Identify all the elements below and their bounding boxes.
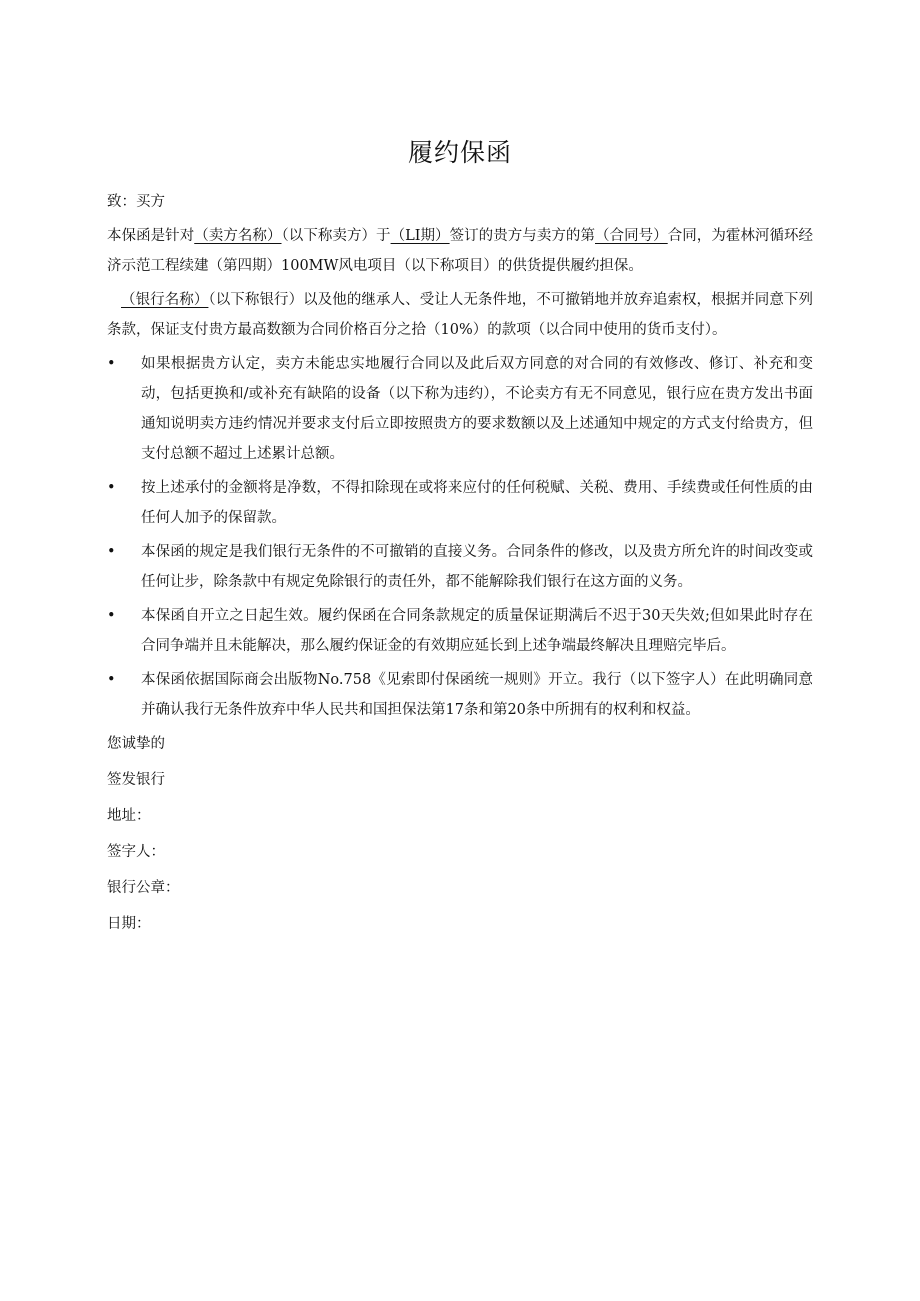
- clause-item: [107, 537, 813, 597]
- clause-text: 按上述承付的金额将是净数，不得扣除现在或将来应付的任何税赋、关税、费用、手续费或任何性质的由任何人加予的保留款。: [141, 480, 813, 526]
- bullet-marker: •: [107, 480, 116, 496]
- bullet-marker: •: [107, 672, 116, 688]
- clause-item: [107, 349, 813, 469]
- date-blank: （LI期）: [390, 228, 450, 244]
- document-title: 履约保函: [407, 138, 512, 167]
- intro-paragraph: [107, 221, 813, 281]
- signatory-label: 签字人：: [107, 844, 165, 860]
- seller-name-blank: （卖方名称）: [194, 228, 282, 244]
- intro-text-3: 签订的贵方与卖方的第: [449, 228, 595, 244]
- clause-item: [107, 601, 813, 661]
- clause-item: [107, 473, 813, 533]
- guarantee-paragraph: [107, 285, 813, 345]
- contract-number-blank: （合同号）: [595, 228, 668, 244]
- intro-text-1: 本保函是针对: [107, 228, 195, 244]
- clause-text: 本保函的规定是我们银行无条件的不可撤销的直接义务。合同条件的修改，以及贵方所允许的时间改变或任何让步，除条款中有规定免除银行的责任外，都不能解除我们银行在这方面的义务。: [141, 544, 813, 590]
- bullet-marker: •: [107, 356, 116, 372]
- closing-sincerely: 您诚挚的: [107, 736, 165, 752]
- address-label: 地址：: [107, 808, 151, 824]
- clause-text: 本保函依据国际商会出版物No.758《见索即付保函统一规则》开立。我行（以下签字人）在此明确同意并确认我行无条件放弃中华人民共和国担保法第17条和第20条中所拥有的权利和权益。: [141, 672, 813, 718]
- bank-seal-label: 银行公章：: [107, 880, 180, 896]
- bank-name-blank: （银行名称）: [121, 292, 209, 308]
- intro-text-2: （以下称卖方）于: [281, 228, 391, 244]
- clause-item: [107, 665, 813, 725]
- date-label: 日期：: [107, 916, 151, 932]
- document-body: [107, 187, 813, 945]
- bullet-marker: •: [107, 544, 116, 560]
- issuing-bank-label: 签发银行: [107, 772, 165, 788]
- clause-text: 本保函自开立之日起生效。履约保函在合同条款规定的质量保证期满后不迟于30天失效;但如果此时存在合同争端并且未能解决，那么履约保证金的有效期应延长到上述争端最终解决且理赔完毕后。: [141, 608, 813, 654]
- intro-text-4: 合同，为霍林河循环经济示范工程续建（第四期）100MW风电项目（以下称项目）的供货提供履约担保。: [107, 228, 814, 274]
- addressee-line: 致：买方: [107, 194, 165, 210]
- guarantee-text: （以下称银行）以及他的继承人、受让人无条件地，不可撤销地并放弃追索权，根据并同意下列条款，保证支付贵方最高数额为合同价格百分之拾（10%）的款项（以合同中使用的货币支付）。: [107, 292, 814, 338]
- clause-text: 如果根据贵方认定，卖方未能忠实地履行合同以及此后双方同意的对合同的有效修改、修订、补充和变动，包括更换和/或补充有缺陷的设备（以下称为违约），不论卖方有无不同意见，银行应在贵方发出书面通知说明卖方违约情况并要求支付后立即按照贵方的要求数额以及上述通知中规定的方式支付给贵方，但支付总额不超过上述累计总额。: [141, 356, 813, 462]
- bullet-marker: •: [107, 608, 116, 624]
